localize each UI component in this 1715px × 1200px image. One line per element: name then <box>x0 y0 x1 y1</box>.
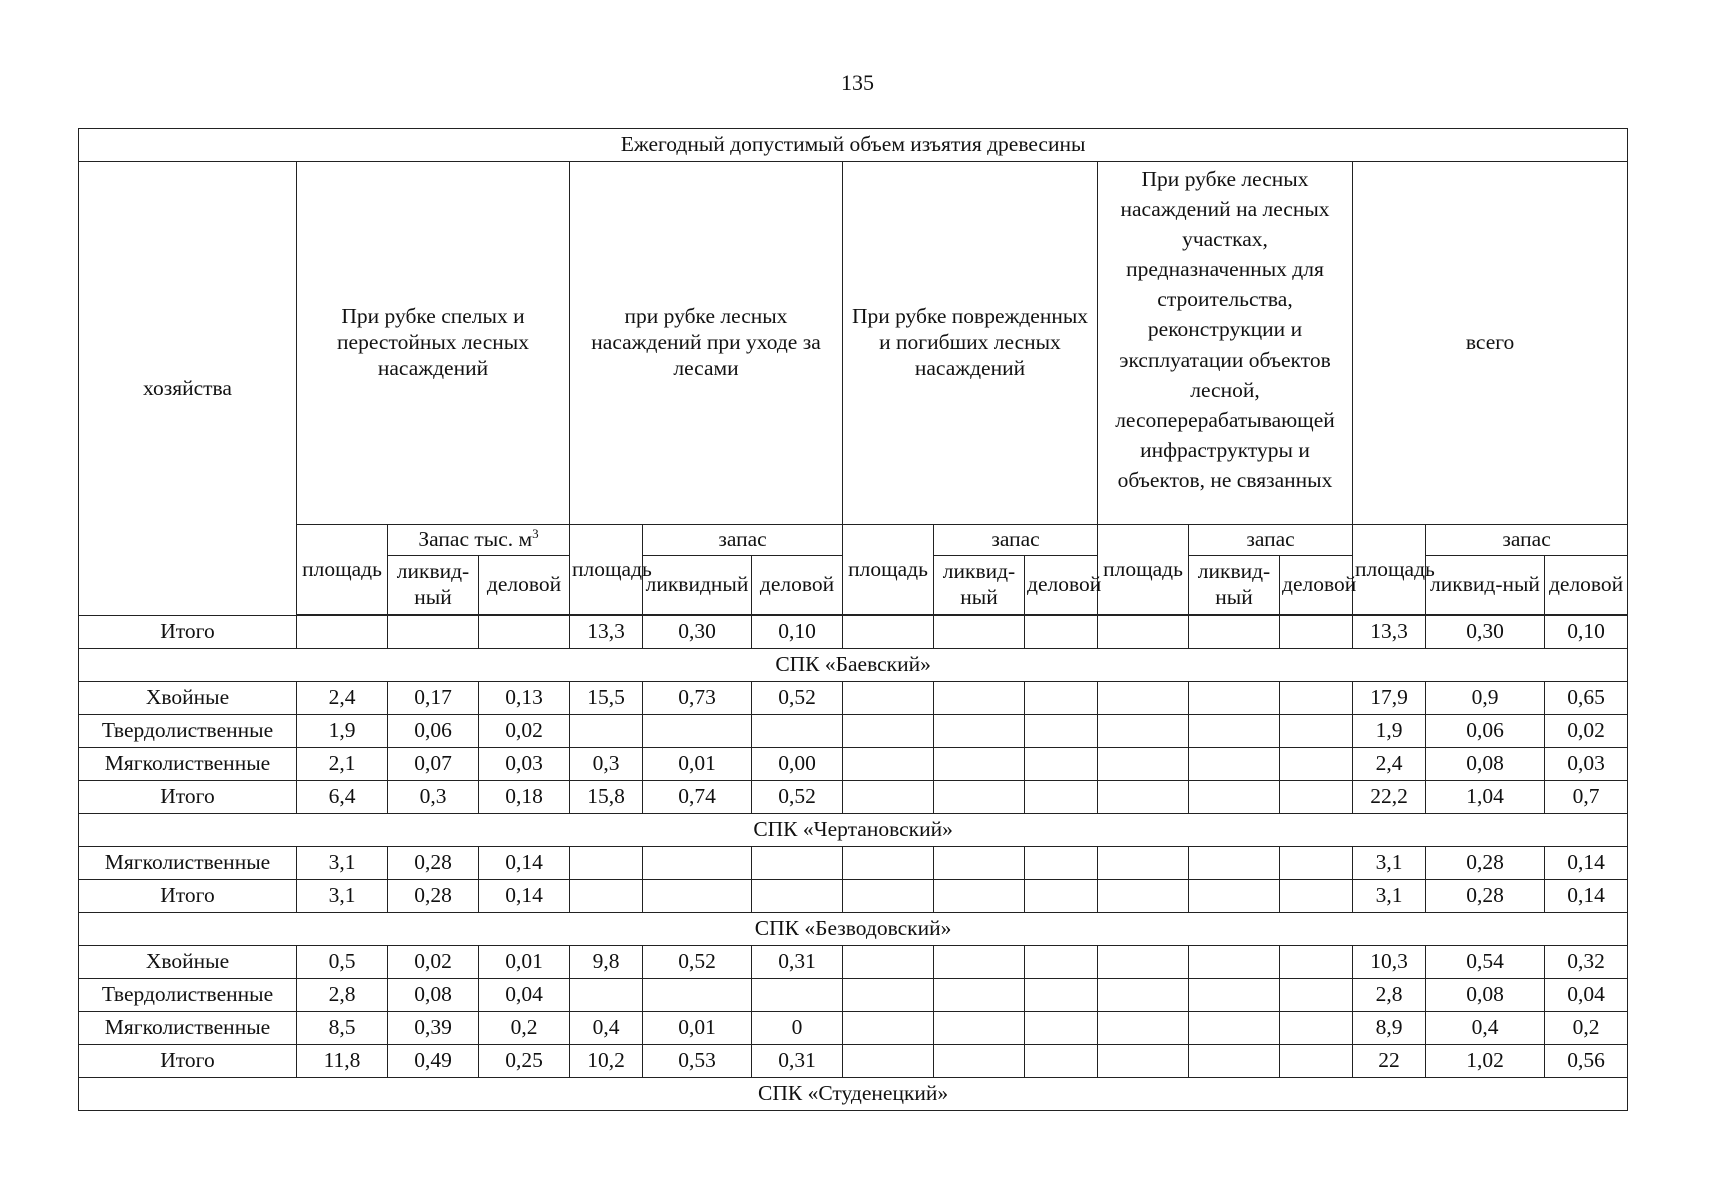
table-cell <box>643 880 752 913</box>
table-cell <box>843 946 934 979</box>
table-cell: 15,5 <box>570 682 643 715</box>
table-cell <box>1189 946 1280 979</box>
table-cell <box>843 880 934 913</box>
header-area-g4: площадь <box>1098 525 1189 615</box>
table-cell <box>1098 979 1189 1012</box>
table-cell: 8,9 <box>1353 1012 1426 1045</box>
table-cell: 0,25 <box>479 1045 570 1078</box>
table-cell <box>1098 781 1189 814</box>
header-business-g2: деловой <box>752 556 843 615</box>
table-cell: 0,02 <box>388 946 479 979</box>
table-cell <box>1189 1045 1280 1078</box>
table-cell <box>1098 682 1189 715</box>
table-cell: 0,2 <box>479 1012 570 1045</box>
table-cell <box>752 847 843 880</box>
header-business-g5: деловой <box>1545 556 1628 615</box>
table-cell: 10,2 <box>570 1045 643 1078</box>
table-cell <box>752 979 843 1012</box>
table-cell: 0,7 <box>1545 781 1628 814</box>
table-cell: 0,14 <box>479 880 570 913</box>
section-title: СПК «Чертановский» <box>79 814 1628 847</box>
table-cell <box>934 1012 1025 1045</box>
header-area-g5: площадь <box>1353 525 1426 615</box>
table-cell <box>1189 715 1280 748</box>
table-cell: 3,1 <box>1353 847 1426 880</box>
table-cell <box>1280 781 1353 814</box>
table-cell: 0,39 <box>388 1012 479 1045</box>
table-cell: 0,10 <box>752 616 843 649</box>
table-cell: 0,01 <box>479 946 570 979</box>
table-cell <box>570 880 643 913</box>
table-cell <box>1098 847 1189 880</box>
table-cell <box>934 880 1025 913</box>
table-cell <box>934 781 1025 814</box>
table-cell: 0,3 <box>570 748 643 781</box>
table-cell: 3,1 <box>297 847 388 880</box>
table-row <box>79 946 1628 979</box>
table-cell <box>1189 748 1280 781</box>
header-liquid-g4: ликвид-ный <box>1189 556 1280 615</box>
table-row <box>79 682 1628 715</box>
table-cell <box>934 847 1025 880</box>
table-cell: 0,53 <box>643 1045 752 1078</box>
row-label: Мягколиственные <box>79 748 297 781</box>
table-cell: 0,06 <box>1426 715 1545 748</box>
table-cell: 0,07 <box>388 748 479 781</box>
table-cell: 10,3 <box>1353 946 1426 979</box>
header-group-damaged: При рубке поврежденных и погибших лесных насаждений <box>843 162 1098 525</box>
table-cell <box>1189 781 1280 814</box>
table-cell <box>1189 979 1280 1012</box>
table-cell <box>297 616 388 649</box>
header-group-construction: При рубке лесных насаждений на лесных участках, предназначенных для строительства, реконструкции и эксплуатации объектов лесной, лесоперерабатывающей инфраструктуры и объектов, не связанных <box>1098 162 1353 525</box>
table-cell <box>1025 616 1098 649</box>
table-cell: 0,04 <box>1545 979 1628 1012</box>
table-row <box>79 616 1628 649</box>
table-cell <box>843 616 934 649</box>
table-cell: 0,49 <box>388 1045 479 1078</box>
table-cell: 22 <box>1353 1045 1426 1078</box>
table-cell <box>1025 946 1098 979</box>
table-cell: 0,17 <box>388 682 479 715</box>
table-cell: 0 <box>752 1012 843 1045</box>
row-label: Итого <box>79 880 297 913</box>
table-row <box>79 781 1628 814</box>
header-stock-g4: запас <box>1189 525 1353 556</box>
table-cell <box>843 979 934 1012</box>
table-cell: 0,73 <box>643 682 752 715</box>
table-cell <box>643 847 752 880</box>
table-cell <box>1025 1012 1098 1045</box>
table-cell <box>1280 979 1353 1012</box>
table-cell <box>752 880 843 913</box>
table-cell <box>843 1012 934 1045</box>
table-cell <box>1025 1045 1098 1078</box>
table-cell <box>570 715 643 748</box>
table-cell: 17,9 <box>1353 682 1426 715</box>
page-number: 135 <box>841 70 874 95</box>
table-cell <box>1280 1012 1353 1045</box>
section-row <box>79 913 1628 946</box>
table-cell <box>1280 880 1353 913</box>
table-cell <box>1098 616 1189 649</box>
table-cell <box>1098 1012 1189 1045</box>
table-cell <box>1025 979 1098 1012</box>
table-cell: 0,52 <box>752 781 843 814</box>
section-row <box>79 1078 1628 1111</box>
table-cell <box>1098 880 1189 913</box>
table-cell <box>1189 1012 1280 1045</box>
table-cell: 8,5 <box>297 1012 388 1045</box>
table-cell: 0,32 <box>1545 946 1628 979</box>
table-cell: 0,01 <box>643 748 752 781</box>
table-cell: 0,4 <box>570 1012 643 1045</box>
header-area-g3: площадь <box>843 525 934 615</box>
header-stock-g1 <box>388 525 570 556</box>
table-cell: 1,9 <box>1353 715 1426 748</box>
table-cell: 0,06 <box>388 715 479 748</box>
table-cell <box>570 847 643 880</box>
table-cell: 0,00 <box>752 748 843 781</box>
table-cell <box>1025 715 1098 748</box>
table-cell: 0,10 <box>1545 616 1628 649</box>
table-row <box>79 748 1628 781</box>
row-label: Мягколиственные <box>79 1012 297 1045</box>
table-cell: 0,9 <box>1426 682 1545 715</box>
table-cell <box>643 979 752 1012</box>
table-cell: 1,02 <box>1426 1045 1545 1078</box>
table-cell <box>479 616 570 649</box>
table-cell <box>1025 847 1098 880</box>
section-title: СПК «Студенецкий» <box>79 1078 1628 1111</box>
table-cell: 0,13 <box>479 682 570 715</box>
table-cell: 0,3 <box>388 781 479 814</box>
table-cell: 0,03 <box>1545 748 1628 781</box>
section-row <box>79 814 1628 847</box>
header-area-g2: площадь <box>570 525 643 615</box>
header-business-g3: деловой <box>1025 556 1098 615</box>
table-cell <box>1189 616 1280 649</box>
table-cell <box>1280 748 1353 781</box>
table-cell: 13,3 <box>1353 616 1426 649</box>
header-group-total: всего <box>1353 162 1628 525</box>
timber-harvest-table <box>78 128 1628 1111</box>
table-cell: 0,65 <box>1545 682 1628 715</box>
table-cell: 0,14 <box>1545 880 1628 913</box>
table-cell: 0,02 <box>479 715 570 748</box>
table-cell: 2,8 <box>1353 979 1426 1012</box>
table-cell: 11,8 <box>297 1045 388 1078</box>
table-row <box>79 1012 1628 1045</box>
table-cell <box>1280 946 1353 979</box>
table-cell <box>388 616 479 649</box>
table-cell <box>1025 880 1098 913</box>
table-cell: 0,02 <box>1545 715 1628 748</box>
table-cell: 0,4 <box>1426 1012 1545 1045</box>
table-row <box>79 979 1628 1012</box>
table-cell: 0,52 <box>752 682 843 715</box>
table-cell: 0,52 <box>643 946 752 979</box>
table-cell: 0,08 <box>1426 979 1545 1012</box>
table-cell: 0,14 <box>1545 847 1628 880</box>
table-cell: 0,28 <box>1426 847 1545 880</box>
table-cell: 0,08 <box>1426 748 1545 781</box>
table-cell: 0,2 <box>1545 1012 1628 1045</box>
table-cell: 6,4 <box>297 781 388 814</box>
table-cell: 22,2 <box>1353 781 1426 814</box>
table-cell: 1,9 <box>297 715 388 748</box>
table-cell: 0,30 <box>1426 616 1545 649</box>
table-cell: 0,28 <box>388 880 479 913</box>
table-cell: 2,4 <box>297 682 388 715</box>
table-cell: 0,08 <box>388 979 479 1012</box>
table-cell <box>934 979 1025 1012</box>
table-cell <box>843 715 934 748</box>
table-cell <box>1280 715 1353 748</box>
row-label: Итого <box>79 1045 297 1078</box>
table-row <box>79 715 1628 748</box>
table-cell: 2,4 <box>1353 748 1426 781</box>
header-stock-g3: запас <box>934 525 1098 556</box>
table-cell <box>1098 1045 1189 1078</box>
table-cell <box>934 682 1025 715</box>
header-stock-g1-sup: 3 <box>532 525 539 541</box>
table-cell: 0,14 <box>479 847 570 880</box>
table-cell: 0,03 <box>479 748 570 781</box>
table-cell <box>843 748 934 781</box>
section-title: СПК «Баевский» <box>79 649 1628 682</box>
table-cell <box>1189 847 1280 880</box>
table-cell: 0,01 <box>643 1012 752 1045</box>
header-stock-g5: запас <box>1426 525 1628 556</box>
header-area-g1: площадь <box>297 525 388 615</box>
table-cell: 0,18 <box>479 781 570 814</box>
header-liquid-g2: ликвидный <box>643 556 752 615</box>
table-cell: 0,31 <box>752 1045 843 1078</box>
header-stock-g2: запас <box>643 525 843 556</box>
table-cell: 3,1 <box>1353 880 1426 913</box>
table-cell: 0,30 <box>643 616 752 649</box>
table-cell: 0,5 <box>297 946 388 979</box>
table-row <box>79 880 1628 913</box>
table-cell <box>934 715 1025 748</box>
table-cell <box>843 1045 934 1078</box>
table-row <box>79 847 1628 880</box>
table-cell <box>570 979 643 1012</box>
table-cell: 0,74 <box>643 781 752 814</box>
row-label: Хвойные <box>79 682 297 715</box>
row-label: Твердолиственные <box>79 715 297 748</box>
table-cell <box>934 748 1025 781</box>
table-cell <box>1189 682 1280 715</box>
table-cell: 0,04 <box>479 979 570 1012</box>
table-cell <box>1189 880 1280 913</box>
table-cell: 9,8 <box>570 946 643 979</box>
table-cell: 3,1 <box>297 880 388 913</box>
table-cell <box>934 616 1025 649</box>
table-cell: 15,8 <box>570 781 643 814</box>
header-business-g1: деловой <box>479 556 570 615</box>
header-group-mature: При рубке спелых и перестойных лесных насаждений <box>297 162 570 525</box>
table-cell <box>1025 781 1098 814</box>
table-cell: 0,28 <box>388 847 479 880</box>
header-farm: хозяйства <box>79 162 297 616</box>
table-row <box>79 1045 1628 1078</box>
table-cell: 0,28 <box>1426 880 1545 913</box>
row-label: Твердолиственные <box>79 979 297 1012</box>
table-cell <box>934 1045 1025 1078</box>
section-row <box>79 649 1628 682</box>
table-cell <box>1025 682 1098 715</box>
table-cell: 0,54 <box>1426 946 1545 979</box>
table-cell <box>752 715 843 748</box>
table-cell: 1,04 <box>1426 781 1545 814</box>
table-cell <box>843 847 934 880</box>
table-cell <box>1098 715 1189 748</box>
row-label: Итого <box>79 781 297 814</box>
table-cell <box>843 682 934 715</box>
header-stock-g1-text: Запас тыс. м <box>418 527 533 552</box>
row-label: Мягколиственные <box>79 847 297 880</box>
table-cell <box>643 715 752 748</box>
table-cell: 2,1 <box>297 748 388 781</box>
header-liquid-g5: ликвид-ный <box>1426 556 1545 615</box>
header-business-g4: деловой <box>1280 556 1353 615</box>
table-cell <box>1280 1045 1353 1078</box>
table-cell <box>1280 616 1353 649</box>
table-cell <box>1280 682 1353 715</box>
row-label: Итого <box>79 616 297 649</box>
header-liquid-g1: ликвид-ный <box>388 556 479 615</box>
table-cell: 0,31 <box>752 946 843 979</box>
table-cell <box>1098 946 1189 979</box>
section-title: СПК «Безводовский» <box>79 913 1628 946</box>
table-cell <box>843 781 934 814</box>
row-label: Хвойные <box>79 946 297 979</box>
table-caption: Ежегодный допустимый объем изъятия древесины <box>79 129 1628 162</box>
header-group-care: при рубке лесных насаждений при уходе за лесами <box>570 162 843 525</box>
table-cell <box>934 946 1025 979</box>
table-cell: 13,3 <box>570 616 643 649</box>
table-cell: 0,56 <box>1545 1045 1628 1078</box>
table-cell <box>1280 847 1353 880</box>
table-cell: 2,8 <box>297 979 388 1012</box>
table-cell <box>1098 748 1189 781</box>
table-cell <box>1025 748 1098 781</box>
header-liquid-g3: ликвид-ный <box>934 556 1025 615</box>
